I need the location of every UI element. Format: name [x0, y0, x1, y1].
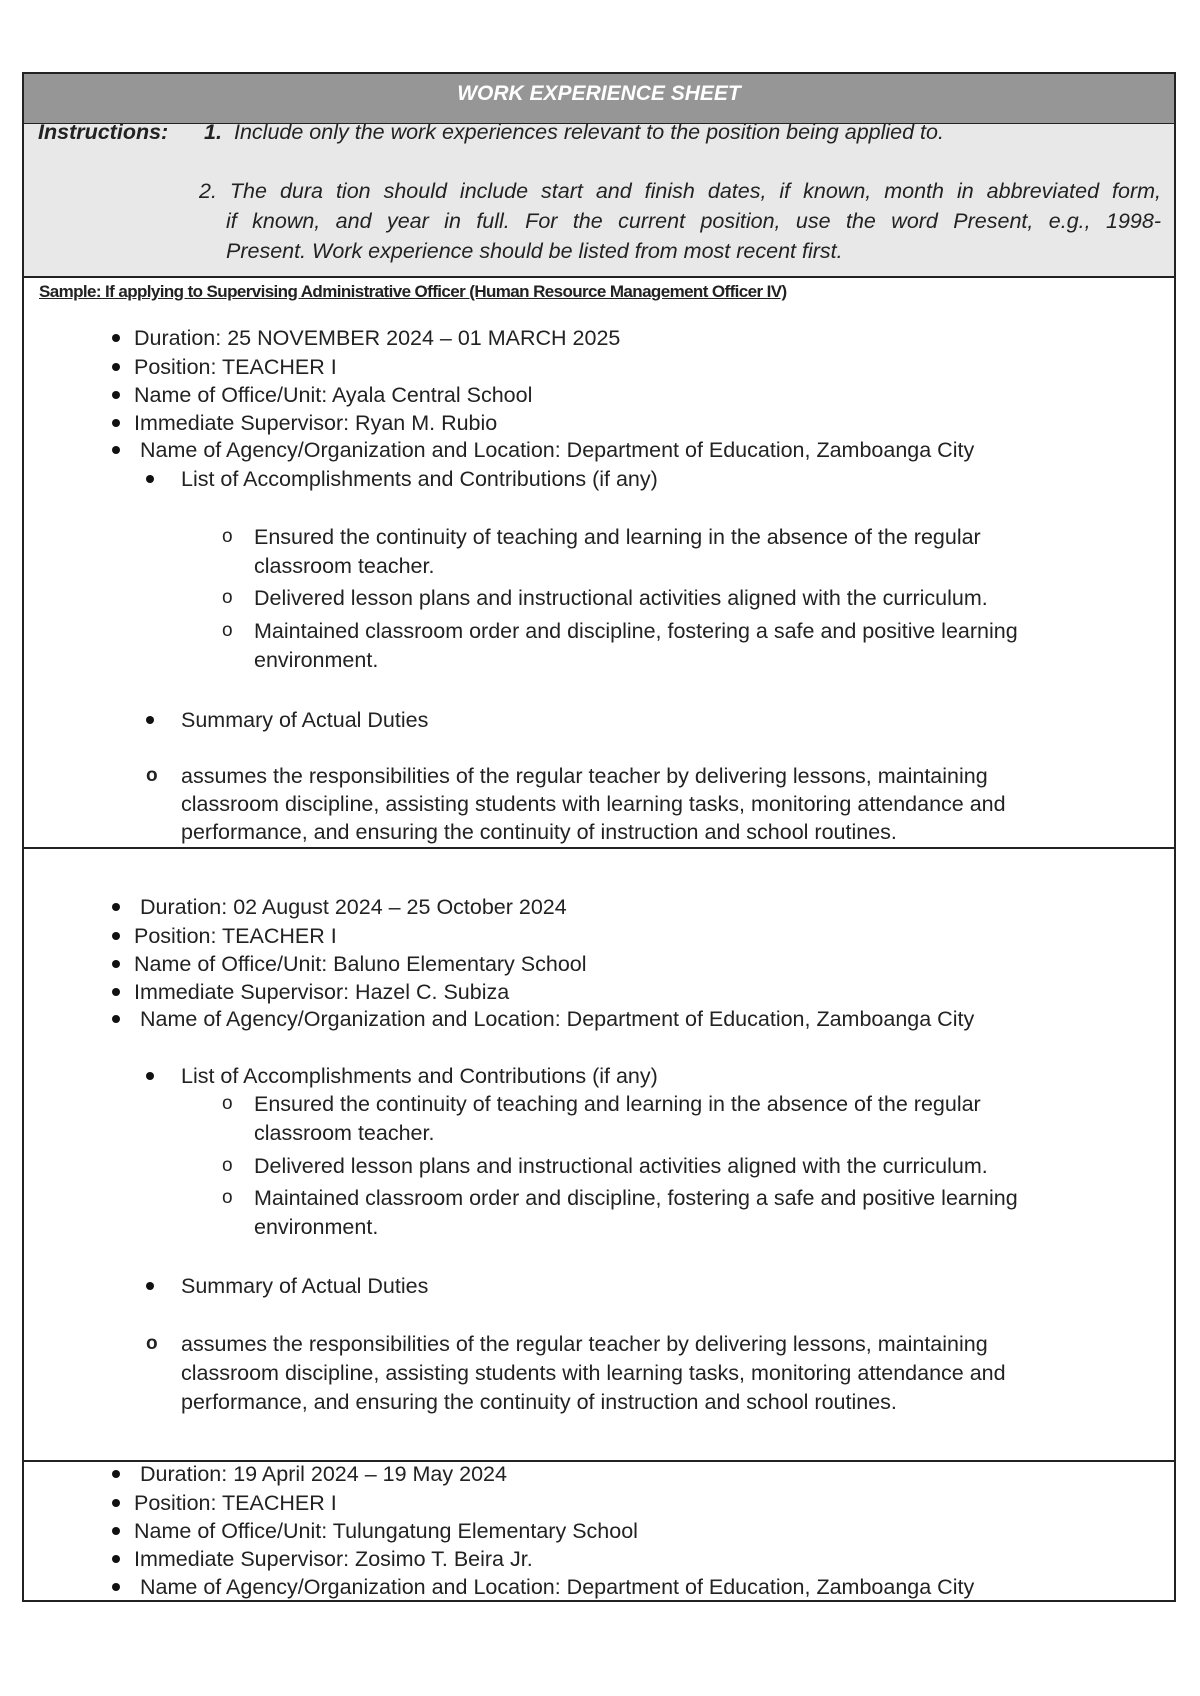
duties-text: performance, and ensuring the continuity of instruction and school routines. — [181, 1390, 897, 1414]
circle-bullet-icon: o — [222, 587, 233, 608]
bullet-icon — [112, 1583, 120, 1591]
bullet-icon — [146, 475, 154, 483]
entry-duration: Duration: 25 NOVEMBER 2024 – 01 MARCH 2025 — [134, 326, 621, 350]
bullet-icon — [112, 1527, 120, 1535]
sample-heading: Sample: If applying to Supervising Administrative Officer (Human Resource Management Officer IV) — [39, 282, 787, 301]
bullet-icon — [112, 1499, 120, 1507]
entry-agency: Name of Agency/Organization and Location: Department of Education, Zamboanga City — [140, 1007, 975, 1031]
work-entry-1 — [22, 276, 1176, 849]
accomplishment-item: Ensured the continuity of teaching and learning in the absence of the regular — [254, 1092, 981, 1116]
accomplishment-item: Maintained classroom order and discipline, fostering a safe and positive learning — [254, 1186, 1018, 1210]
circle-bullet-icon: o — [222, 526, 233, 547]
accomplishment-item: Maintained classroom order and discipline, fostering a safe and positive learning — [254, 619, 1018, 643]
duties-text: assumes the responsibilities of the regular teacher by delivering lessons, maintaining — [181, 764, 988, 788]
accomplishments-label: List of Accomplishments and Contributions (if any) — [181, 1064, 658, 1088]
entry-supervisor: Immediate Supervisor: Hazel C. Subiza — [134, 980, 510, 1004]
bullet-icon — [112, 1470, 120, 1478]
sheet-title: WORK EXPERIENCE SHEET — [457, 82, 741, 105]
duties-text: classroom discipline, assisting students with learning tasks, monitoring attendance and — [181, 792, 1006, 816]
circle-bullet-icon: o — [222, 1155, 233, 1176]
bullet-icon — [112, 903, 120, 911]
entry-supervisor: Immediate Supervisor: Ryan M. Rubio — [134, 411, 498, 435]
entry-position: Position: TEACHER I — [134, 1491, 337, 1515]
entry-supervisor: Immediate Supervisor: Zosimo T. Beira Jr. — [134, 1547, 533, 1571]
accomplishment-item: Ensured the continuity of teaching and learning in the absence of the regular — [254, 525, 981, 549]
circle-bullet-icon: o — [222, 1187, 233, 1208]
accomplishment-item: classroom teacher. — [254, 554, 435, 578]
entry-office: Name of Office/Unit: Baluno Elementary School — [134, 952, 587, 976]
bullet-icon — [112, 988, 120, 996]
instructions-label: Instructions: — [38, 120, 169, 144]
entry-agency: Name of Agency/Organization and Location: Department of Education, Zamboanga City — [140, 438, 975, 462]
bullet-icon — [112, 391, 120, 399]
entry-office: Name of Office/Unit: Tulungatung Elementary School — [134, 1519, 638, 1543]
instruction-1: Include only the work experiences relevant to the position being applied to. — [234, 120, 944, 144]
circle-bullet-icon: o — [222, 1093, 233, 1114]
circle-bullet-icon: o — [146, 1333, 158, 1354]
work-entry-3 — [22, 1460, 1176, 1602]
duties-label: Summary of Actual Duties — [181, 708, 429, 732]
entry-office: Name of Office/Unit: Ayala Central School — [134, 383, 533, 407]
instruction-2-line: if known, and year in full. For the current position, use the word Present, e.g., 1998- — [226, 209, 1161, 233]
bullet-icon — [146, 1072, 154, 1080]
duties-label: Summary of Actual Duties — [181, 1274, 429, 1298]
accomplishment-item: Delivered lesson plans and instructional activities aligned with the curriculum. — [254, 586, 988, 610]
bullet-icon — [112, 363, 120, 371]
duties-text: assumes the responsibilities of the regular teacher by delivering lessons, maintaining — [181, 1332, 988, 1356]
instruction-2-line: 2. The dura tion should include start and finish dates, if known, month in abbreviated form, — [199, 179, 1161, 203]
accomplishment-item: environment. — [254, 1215, 379, 1239]
circle-bullet-icon: o — [222, 620, 233, 641]
bullet-icon — [112, 1555, 120, 1563]
accomplishment-item: classroom teacher. — [254, 1121, 435, 1145]
bullet-icon — [112, 446, 120, 454]
entry-agency: Name of Agency/Organization and Location: Department of Education, Zamboanga City — [140, 1575, 975, 1599]
bullet-icon — [112, 932, 120, 940]
bullet-icon — [112, 960, 120, 968]
circle-bullet-icon: o — [146, 765, 158, 786]
duties-text: performance, and ensuring the continuity of instruction and school routines. — [181, 820, 897, 844]
instructions-box — [22, 120, 1176, 278]
duties-text: classroom discipline, assisting students with learning tasks, monitoring attendance and — [181, 1361, 1006, 1385]
entry-duration: Duration: 19 April 2024 – 19 May 2024 — [140, 1462, 507, 1486]
bullet-icon — [112, 1015, 120, 1023]
work-entry-2 — [22, 847, 1176, 1462]
accomplishment-item: environment. — [254, 648, 379, 672]
entry-duration: Duration: 02 August 2024 – 25 October 2024 — [140, 895, 567, 919]
instruction-2-line: Present. Work experience should be listed from most recent first. — [226, 239, 843, 263]
entry-position: Position: TEACHER I — [134, 924, 337, 948]
accomplishment-item: Delivered lesson plans and instructional activities aligned with the curriculum. — [254, 1154, 988, 1178]
accomplishments-label: List of Accomplishments and Contributions (if any) — [181, 467, 658, 491]
bullet-icon — [112, 334, 120, 342]
bullet-icon — [146, 716, 154, 724]
entry-position: Position: TEACHER I — [134, 355, 337, 379]
bullet-icon — [146, 1282, 154, 1290]
bullet-icon — [112, 419, 120, 427]
instruction-1-number: 1. — [204, 120, 222, 144]
